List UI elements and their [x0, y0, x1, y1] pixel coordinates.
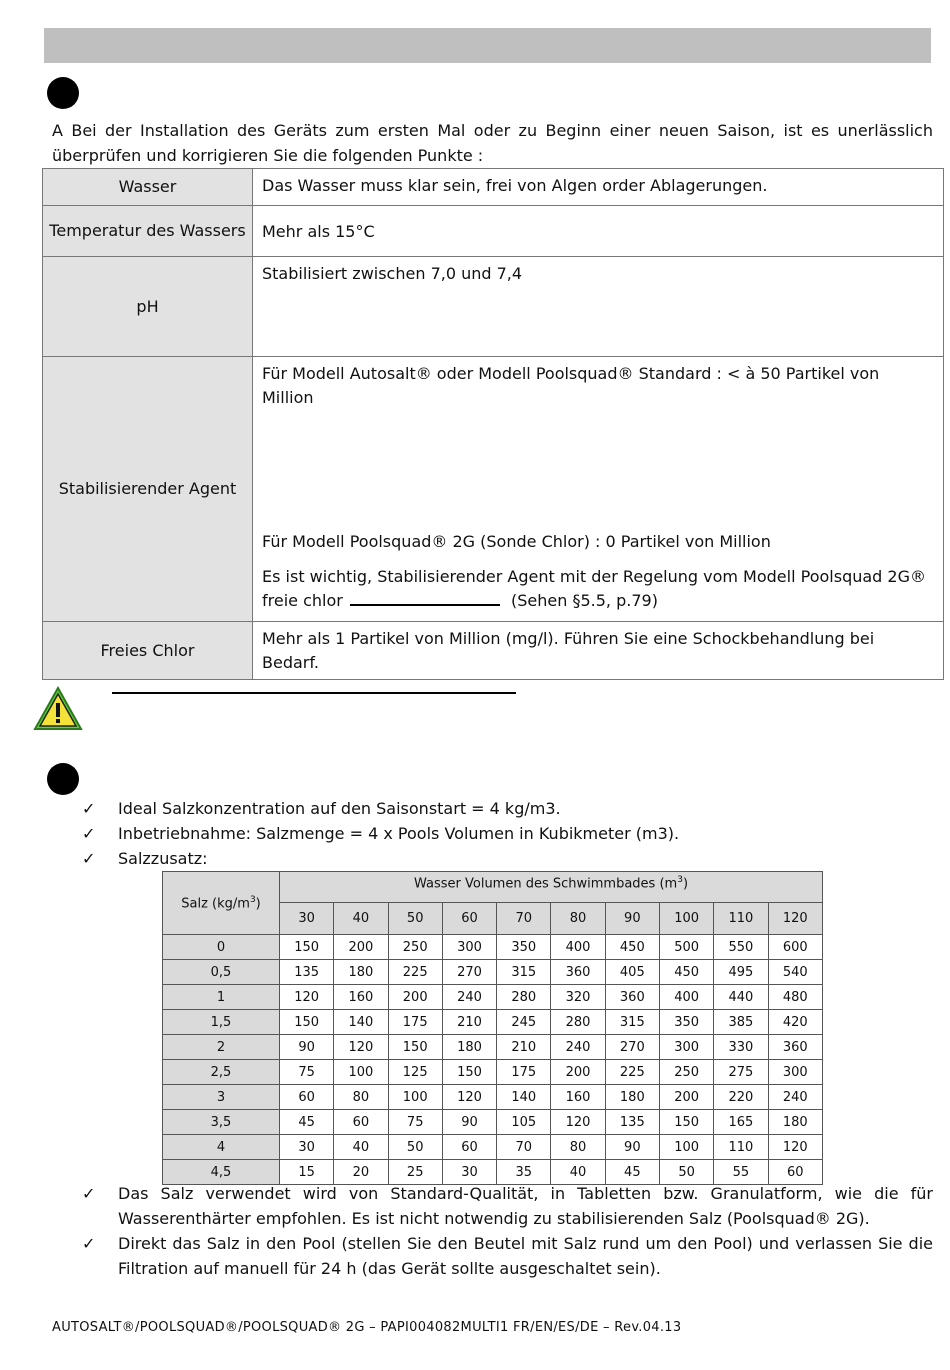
- salt-level-cell: 2,5: [163, 1060, 280, 1085]
- salt-amount-cell: 165: [714, 1110, 768, 1135]
- salt-table-row: [163, 985, 823, 1010]
- salt-amount-cell: 245: [497, 1010, 551, 1035]
- salt-amount-cell: 90: [280, 1035, 334, 1060]
- salt-amount-cell: 360: [768, 1035, 822, 1060]
- volume-header-cell: 50: [388, 903, 442, 935]
- salt-amount-cell: 30: [280, 1135, 334, 1160]
- salt-amount-cell: 140: [497, 1085, 551, 1110]
- salt-amount-cell: 220: [714, 1085, 768, 1110]
- salt-level-cell: 0,5: [163, 960, 280, 985]
- salt-amount-cell: 80: [334, 1085, 388, 1110]
- label-wasser: Wasser: [43, 169, 253, 206]
- salt-amount-cell: 120: [551, 1110, 605, 1135]
- salt-amount-cell: 200: [388, 985, 442, 1010]
- salt-amount-cell: 240: [551, 1035, 605, 1060]
- salt-amount-cell: 320: [551, 985, 605, 1010]
- value-temperatur: Mehr als 15°C: [253, 206, 944, 257]
- salt-amount-cell: 240: [442, 985, 496, 1010]
- volume-header-cell: 100: [659, 903, 713, 935]
- salt-amount-cell: 60: [442, 1135, 496, 1160]
- salt-amount-cell: 60: [280, 1085, 334, 1110]
- salt-point: ✓ Ideal Salzkonzentration auf den Saisonstart = 4 kg/m3.: [0, 796, 933, 821]
- salt-point: ✓ Salzzusatz:: [0, 846, 933, 871]
- salt-table-row: [163, 1035, 823, 1060]
- salt-table-row-header: Salz $(kg/m^3)$: [163, 872, 280, 935]
- salt-amount-cell: 480: [768, 985, 822, 1010]
- stabilisierend-note-text: Es ist wichtig, Stabilisierender Agent mit der Regelung vom Modell Poolsquad 2G® freie chlor: [262, 567, 926, 610]
- salt-level-cell: 2: [163, 1035, 280, 1060]
- salt-amount-cell: 540: [768, 960, 822, 985]
- salt-amount-cell: 150: [442, 1060, 496, 1085]
- salt-amount-cell: 600: [768, 935, 822, 960]
- salt-amount-cell: 120: [442, 1085, 496, 1110]
- salt-amount-cell: 495: [714, 960, 768, 985]
- salt-amount-cell: 240: [768, 1085, 822, 1110]
- salt-level-cell: 3: [163, 1085, 280, 1110]
- salt-amount-cell: 450: [605, 935, 659, 960]
- salt-amount-cell: 160: [334, 985, 388, 1010]
- salt-amount-cell: 270: [442, 960, 496, 985]
- salt-points-list: [0, 796, 933, 871]
- salt-amount-cell: 300: [768, 1060, 822, 1085]
- label-temperatur: Temperatur des Wassers: [43, 206, 253, 257]
- salt-amount-cell: 175: [388, 1010, 442, 1035]
- volume-header-cell: 30: [280, 903, 334, 935]
- value-ph: Stabilisiert zwischen 7,0 und 7,4: [253, 257, 944, 357]
- blank-line: [350, 590, 500, 606]
- salt-amount-cell: 60: [768, 1160, 822, 1185]
- salt-amount-cell: 315: [497, 960, 551, 985]
- salt-amount-cell: 200: [659, 1085, 713, 1110]
- salt-table-row: [163, 1085, 823, 1110]
- salt-amount-cell: 150: [388, 1035, 442, 1060]
- salt-amount-cell: 280: [497, 985, 551, 1010]
- label-chlor: Freies Chlor: [43, 622, 253, 680]
- intro-paragraph: A Bei der Installation des Geräts zum ersten Mal oder zu Beginn einer neuen Saison, ist es unerlässlich überprüfen und korrigieren Sie die folgenden Punkte :: [52, 121, 933, 165]
- section-bullet-2: [47, 763, 79, 795]
- salt-amount-cell: 200: [551, 1060, 605, 1085]
- check-icon: ✓: [82, 824, 96, 843]
- salt-amount-cell: 50: [388, 1135, 442, 1160]
- salt-amount-cell: 125: [388, 1060, 442, 1085]
- section-header-bar: [44, 28, 931, 63]
- salt-amount-cell: 180: [442, 1035, 496, 1060]
- check-icon: ✓: [82, 1184, 96, 1203]
- salt-amount-cell: 135: [605, 1110, 659, 1135]
- salt-table-row: [163, 960, 823, 985]
- salt-table-volume-header: Wasser Volumen des Schwimmbades $(m^3)$: [280, 872, 823, 903]
- salt-table-row: [163, 935, 823, 960]
- salt-level-cell: 3,5: [163, 1110, 280, 1135]
- salt-table-row: [163, 1135, 823, 1160]
- salt-amount-cell: 140: [334, 1010, 388, 1035]
- salt-amount-cell: 250: [659, 1060, 713, 1085]
- salt-amount-cell: 300: [442, 935, 496, 960]
- salt-amount-cell: 120: [334, 1035, 388, 1060]
- salt-amount-cell: 350: [497, 935, 551, 960]
- salt-amount-cell: 400: [659, 985, 713, 1010]
- after-point: ✓ Direkt das Salz in den Pool (stellen Sie den Beutel mit Salz rund um den Pool) und verlassen Sie die Filtration auf manuell für 24 h (das Gerät sollte ausgeschaltet sein).: [0, 1231, 933, 1281]
- page-footer: AUTOSALT®/POOLSQUAD®/POOLSQUAD® 2G – PAPI004082MULTI1 FR/EN/ES/DE – Rev.04.13: [52, 1320, 682, 1335]
- volume-header-cell: 70: [497, 903, 551, 935]
- salt-amount-cell: 160: [551, 1085, 605, 1110]
- volume-header-cell: 90: [605, 903, 659, 935]
- salt-amount-cell: 80: [551, 1135, 605, 1160]
- value-stabilisierend: [253, 357, 944, 622]
- stabilisierend-note: [262, 565, 935, 613]
- salt-amount-cell: 280: [551, 1010, 605, 1035]
- salt-quantity-table: [162, 871, 823, 1185]
- value-chlor: Mehr als 1 Partikel von Million (mg/l). Führen Sie eine Schockbehandlung bei Bedarf.: [253, 622, 944, 680]
- salt-amount-cell: 40: [551, 1160, 605, 1185]
- salt-amount-cell: 100: [334, 1060, 388, 1085]
- label-ph: pH: [43, 257, 253, 357]
- stabilisierend-standard: Für Modell Autosalt® oder Modell Poolsquad® Standard : < à 50 Partikel von Million: [262, 364, 880, 407]
- volume-header-cell: 60: [442, 903, 496, 935]
- salt-amount-cell: 75: [388, 1110, 442, 1135]
- check-icon: ✓: [82, 849, 96, 868]
- salt-amount-cell: 180: [605, 1085, 659, 1110]
- salt-amount-cell: 20: [334, 1160, 388, 1185]
- salt-table-row: [163, 1110, 823, 1135]
- salt-amount-cell: 275: [714, 1060, 768, 1085]
- salt-amount-cell: 60: [334, 1110, 388, 1135]
- label-stabilisierend: Stabilisierender Agent: [43, 357, 253, 622]
- salt-amount-cell: 400: [551, 935, 605, 960]
- salt-amount-cell: 30: [442, 1160, 496, 1185]
- check-icon: ✓: [82, 1234, 96, 1253]
- salt-amount-cell: 440: [714, 985, 768, 1010]
- salt-amount-cell: 385: [714, 1010, 768, 1035]
- volume-header-cell: 110: [714, 903, 768, 935]
- volume-header-cell: 80: [551, 903, 605, 935]
- salt-amount-cell: 180: [334, 960, 388, 985]
- salt-amount-cell: 150: [280, 1010, 334, 1035]
- salt-amount-cell: 550: [714, 935, 768, 960]
- salt-amount-cell: 75: [280, 1060, 334, 1085]
- salt-amount-cell: 315: [605, 1010, 659, 1035]
- warning-icon: [33, 686, 83, 732]
- salt-amount-cell: 450: [659, 960, 713, 985]
- salt-amount-cell: 55: [714, 1160, 768, 1185]
- salt-amount-cell: 45: [280, 1110, 334, 1135]
- salt-amount-cell: 330: [714, 1035, 768, 1060]
- section-bullet-1: [47, 77, 79, 109]
- after-point: ✓ Das Salz verwendet wird von Standard-Qualität, in Tabletten bzw. Granulatform, wie die für Wasserenthärter empfohlen. Es ist nicht notwendig zu stabilisierenden Salz (Poolsquad® 2G).: [0, 1181, 933, 1231]
- salt-amount-cell: 200: [334, 935, 388, 960]
- warning-heading-line: [112, 692, 516, 694]
- salt-amount-cell: 150: [659, 1110, 713, 1135]
- salt-amount-cell: 45: [605, 1160, 659, 1185]
- salt-amount-cell: 15: [280, 1160, 334, 1185]
- salt-amount-cell: 90: [605, 1135, 659, 1160]
- salt-table-row: [163, 1060, 823, 1085]
- salt-amount-cell: 420: [768, 1010, 822, 1035]
- salt-amount-cell: 100: [659, 1135, 713, 1160]
- salt-amount-cell: 225: [388, 960, 442, 985]
- after-points-list: [0, 1181, 933, 1281]
- salt-amount-cell: 105: [497, 1110, 551, 1135]
- salt-amount-cell: 360: [551, 960, 605, 985]
- salt-table-row: [163, 1010, 823, 1035]
- value-wasser: Das Wasser muss klar sein, frei von Algen order Ablagerungen.: [253, 169, 944, 206]
- salt-amount-cell: 180: [768, 1110, 822, 1135]
- salt-amount-cell: 90: [442, 1110, 496, 1135]
- volume-header-cell: 120: [768, 903, 822, 935]
- stabilisierend-note-ref: (Sehen §5.5, p.79): [511, 591, 658, 610]
- salt-table-body: [163, 935, 823, 1185]
- salt-level-cell: 4,5: [163, 1160, 280, 1185]
- salt-amount-cell: 50: [659, 1160, 713, 1185]
- salt-amount-cell: 210: [497, 1035, 551, 1060]
- salt-amount-cell: 360: [605, 985, 659, 1010]
- salt-amount-cell: 405: [605, 960, 659, 985]
- salt-level-cell: 1,5: [163, 1010, 280, 1035]
- salt-amount-cell: 120: [280, 985, 334, 1010]
- salt-level-cell: 1: [163, 985, 280, 1010]
- salt-amount-cell: 210: [442, 1010, 496, 1035]
- pre-start-checklist-table: [42, 168, 944, 680]
- salt-point: ✓ Inbetriebnahme: Salzmenge = 4 x Pools Volumen in Kubikmeter (m3).: [0, 821, 933, 846]
- salt-level-cell: 4: [163, 1135, 280, 1160]
- salt-amount-cell: 25: [388, 1160, 442, 1185]
- salt-amount-cell: 300: [659, 1035, 713, 1060]
- salt-amount-cell: 70: [497, 1135, 551, 1160]
- salt-amount-cell: 100: [388, 1085, 442, 1110]
- salt-amount-cell: 500: [659, 935, 713, 960]
- salt-amount-cell: 150: [280, 935, 334, 960]
- salt-amount-cell: 135: [280, 960, 334, 985]
- salt-amount-cell: 40: [334, 1135, 388, 1160]
- salt-amount-cell: 110: [714, 1135, 768, 1160]
- stabilisierend-2g: Für Modell Poolsquad® 2G (Sonde Chlor) : 0 Partikel von Million: [262, 532, 771, 551]
- salt-amount-cell: 225: [605, 1060, 659, 1085]
- salt-amount-cell: 35: [497, 1160, 551, 1185]
- salt-amount-cell: 120: [768, 1135, 822, 1160]
- salt-amount-cell: 175: [497, 1060, 551, 1085]
- salt-level-cell: 0: [163, 935, 280, 960]
- salt-amount-cell: 250: [388, 935, 442, 960]
- salt-amount-cell: 270: [605, 1035, 659, 1060]
- salt-amount-cell: 350: [659, 1010, 713, 1035]
- volume-header-cell: 40: [334, 903, 388, 935]
- check-icon: ✓: [82, 799, 96, 818]
